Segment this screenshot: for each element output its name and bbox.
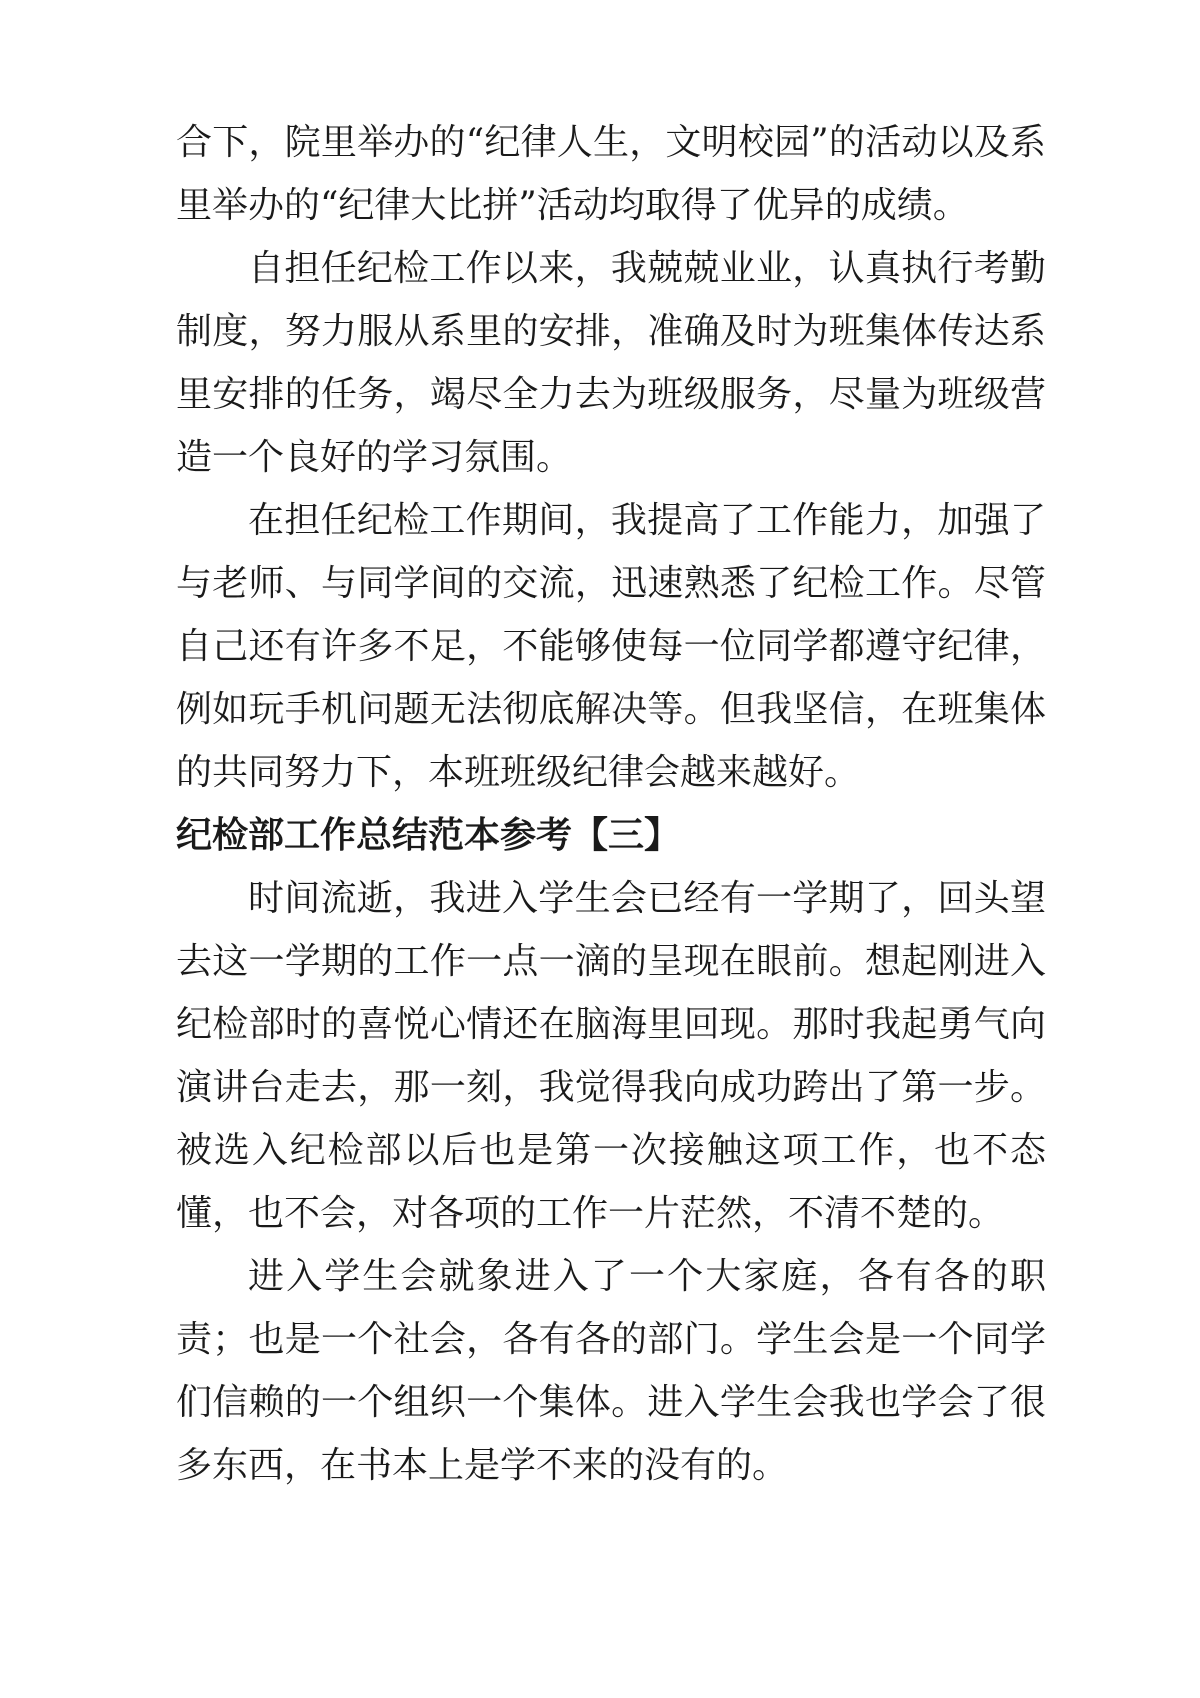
paragraph-discipline-duties: 自担任纪检工作以来，我兢兢业业，认真执行考勤制度，努力服从系里的安排，准确及时为班集体传达系里安排的任务，竭尽全力去为班级服务，尽量为班级营造一个良好的学习氛围。 xyxy=(176,248,1046,478)
section-heading: 纪检部工作总结范本参考【三】 xyxy=(176,814,681,856)
paragraph-student-union-family: 进入学生会就象进入了一个大家庭，各有各的职责；也是一个社会，各有各的部门。学生会是一个同学们信赖的一个组织一个集体。进入学生会我也学会了很多东西，在书本上是学不来的没有的。 xyxy=(176,1256,1046,1486)
paragraph-continuation: 合下，院里举办的“纪律人生，文明校园”的活动以及系里举办的“纪律大比拼”活动均取得了优异的成绩。 xyxy=(176,122,1046,226)
paragraph-work-reflection: 在担任纪检工作期间，我提高了工作能力，加强了与老师、与同学间的交流，迅速熟悉了纪检工作。尽管自己还有许多不足，不能够使每一位同学都遵守纪律，例如玩手机问题无法彻底解决等。但我坚信，在班集体的共同努力下，本班班级纪律会越来越好。 xyxy=(176,500,1046,793)
document-body xyxy=(176,111,1046,1497)
paragraph-joining-student-union: 时间流逝，我进入学生会已经有一学期了，回头望去这一学期的工作一点一滴的呈现在眼前。想起刚进入纪检部时的喜悦心情还在脑海里回现。那时我起勇气向演讲台走去，那一刻，我觉得我向成功跨出了第一步。被选入纪检部以后也是第一次接触这项工作，也不态懂，也不会，对各项的工作一片茫然，不清不楚的。 xyxy=(176,878,1046,1234)
